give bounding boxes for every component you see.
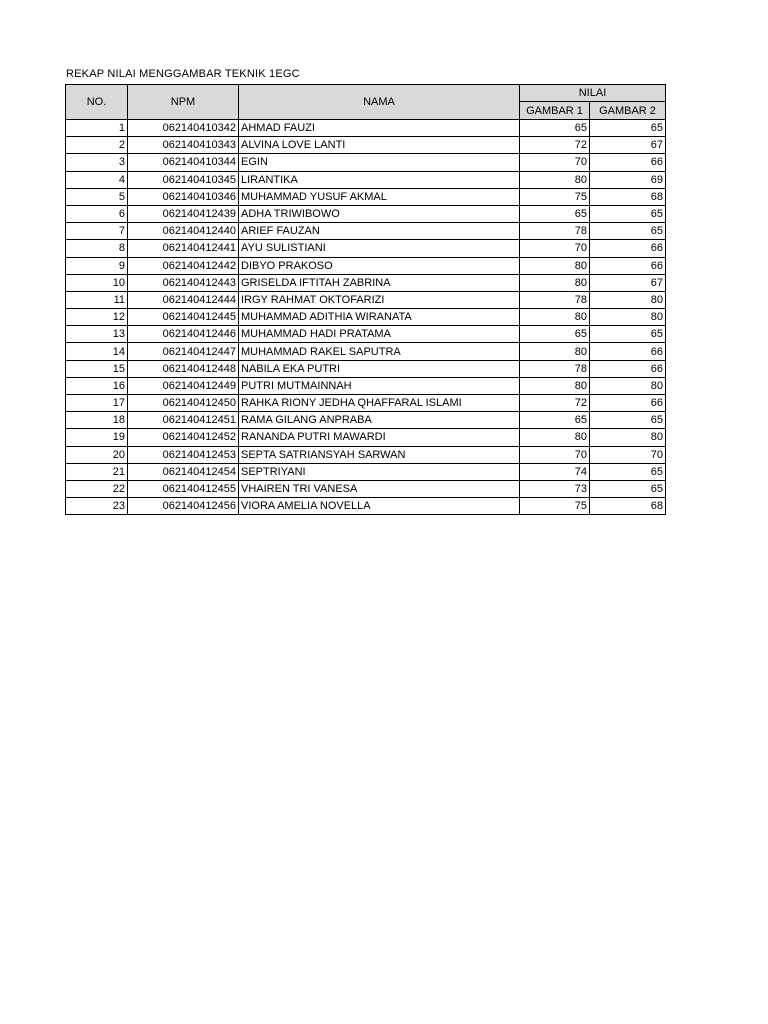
table-row [66,205,666,222]
cell-gambar-1: 74 [520,463,590,480]
cell-npm: 062140412441 [128,240,239,257]
cell-npm: 062140412448 [128,360,239,377]
table-row [66,480,666,497]
cell-gambar-2: 65 [590,480,666,497]
cell-no: 18 [66,412,128,429]
cell-nama: MUHAMMAD HADI PRATAMA [239,326,520,343]
cell-gambar-2: 80 [590,309,666,326]
cell-gambar-1: 72 [520,395,590,412]
cell-gambar-1: 80 [520,429,590,446]
table-row [66,137,666,154]
cell-gambar-2: 67 [590,137,666,154]
cell-npm: 062140410343 [128,137,239,154]
cell-gambar-1: 80 [520,171,590,188]
cell-no: 16 [66,377,128,394]
cell-gambar-2: 65 [590,223,666,240]
cell-gambar-1: 65 [520,120,590,137]
cell-gambar-1: 73 [520,480,590,497]
cell-nama: PUTRI MUTMAINNAH [239,377,520,394]
cell-npm: 062140412455 [128,480,239,497]
table-row [66,412,666,429]
cell-gambar-2: 69 [590,171,666,188]
cell-npm: 062140412445 [128,309,239,326]
table-row [66,291,666,308]
cell-gambar-1: 72 [520,137,590,154]
table-row [66,274,666,291]
cell-no: 8 [66,240,128,257]
cell-gambar-2: 66 [590,360,666,377]
cell-gambar-2: 66 [590,240,666,257]
cell-no: 7 [66,223,128,240]
cell-no: 6 [66,205,128,222]
cell-gambar-2: 67 [590,274,666,291]
table-header [66,85,666,120]
cell-gambar-2: 70 [590,446,666,463]
cell-gambar-1: 75 [520,188,590,205]
cell-no: 10 [66,274,128,291]
cell-gambar-2: 66 [590,154,666,171]
cell-nama: LIRANTIKA [239,171,520,188]
cell-no: 14 [66,343,128,360]
cell-gambar-2: 65 [590,205,666,222]
header-npm: NPM [128,85,239,120]
cell-nama: SEPTRIYANI [239,463,520,480]
cell-gambar-1: 70 [520,240,590,257]
cell-nama: IRGY RAHMAT OKTOFARIZI [239,291,520,308]
cell-no: 21 [66,463,128,480]
table-row [66,377,666,394]
cell-nama: EGIN [239,154,520,171]
table-row [66,343,666,360]
table-row [66,154,666,171]
cell-npm: 062140412446 [128,326,239,343]
table-row [66,360,666,377]
cell-nama: VHAIREN TRI VANESA [239,480,520,497]
cell-no: 3 [66,154,128,171]
cell-gambar-2: 65 [590,412,666,429]
table-row [66,188,666,205]
cell-npm: 062140412440 [128,223,239,240]
cell-npm: 062140412442 [128,257,239,274]
cell-nama: DIBYO PRAKOSO [239,257,520,274]
cell-npm: 062140412447 [128,343,239,360]
cell-no: 9 [66,257,128,274]
cell-nama: MUHAMMAD YUSUF AKMAL [239,188,520,205]
cell-nama: ALVINA LOVE LANTI [239,137,520,154]
cell-gambar-1: 65 [520,412,590,429]
cell-nama: MUHAMMAD RAKEL SAPUTRA [239,343,520,360]
cell-gambar-1: 80 [520,257,590,274]
cell-npm: 062140412454 [128,463,239,480]
cell-nama: ARIEF FAUZAN [239,223,520,240]
cell-no: 4 [66,171,128,188]
table-row [66,326,666,343]
cell-no: 11 [66,291,128,308]
cell-npm: 062140410346 [128,188,239,205]
cell-nama: MUHAMMAD ADITHIA WIRANATA [239,309,520,326]
cell-no: 22 [66,480,128,497]
cell-nama: SEPTA SATRIANSYAH SARWAN [239,446,520,463]
sheet-title: REKAP NILAI MENGGAMBAR TEKNIK 1EGC [66,68,300,80]
table-row [66,429,666,446]
cell-nama: RAHKA RIONY JEDHA QHAFFARAL ISLAMI [239,395,520,412]
cell-gambar-2: 80 [590,377,666,394]
table-row [66,171,666,188]
cell-npm: 062140410344 [128,154,239,171]
table-row [66,120,666,137]
cell-gambar-2: 68 [590,498,666,515]
cell-no: 17 [66,395,128,412]
cell-npm: 062140412456 [128,498,239,515]
cell-no: 5 [66,188,128,205]
table-body [66,120,666,515]
cell-gambar-2: 65 [590,326,666,343]
cell-no: 12 [66,309,128,326]
table-row [66,446,666,463]
cell-npm: 062140412451 [128,412,239,429]
cell-gambar-1: 70 [520,446,590,463]
cell-npm: 062140412452 [128,429,239,446]
header-nilai: NILAI [520,85,666,102]
cell-gambar-2: 66 [590,395,666,412]
cell-gambar-2: 80 [590,291,666,308]
table-row [66,257,666,274]
cell-gambar-1: 80 [520,274,590,291]
cell-nama: AYU SULISTIANI [239,240,520,257]
table-row [66,463,666,480]
cell-gambar-2: 66 [590,257,666,274]
cell-npm: 062140410342 [128,120,239,137]
cell-gambar-1: 65 [520,205,590,222]
cell-gambar-2: 65 [590,120,666,137]
cell-gambar-1: 80 [520,377,590,394]
cell-gambar-1: 78 [520,223,590,240]
cell-nama: RAMA GILANG ANPRABA [239,412,520,429]
cell-npm: 062140412449 [128,377,239,394]
cell-no: 15 [66,360,128,377]
cell-gambar-2: 66 [590,343,666,360]
cell-npm: 062140412450 [128,395,239,412]
cell-no: 20 [66,446,128,463]
cell-npm: 062140412444 [128,291,239,308]
cell-gambar-1: 70 [520,154,590,171]
cell-no: 1 [66,120,128,137]
cell-npm: 062140412439 [128,205,239,222]
cell-nama: RANANDA PUTRI MAWARDI [239,429,520,446]
cell-gambar-1: 80 [520,343,590,360]
cell-npm: 062140410345 [128,171,239,188]
cell-no: 19 [66,429,128,446]
cell-npm: 062140412453 [128,446,239,463]
cell-gambar-1: 78 [520,291,590,308]
cell-gambar-1: 75 [520,498,590,515]
grades-table [65,84,666,515]
header-nama: NAMA [239,85,520,120]
cell-gambar-2: 68 [590,188,666,205]
cell-nama: VIORA AMELIA NOVELLA [239,498,520,515]
cell-gambar-1: 80 [520,309,590,326]
cell-no: 13 [66,326,128,343]
cell-nama: NABILA EKA PUTRI [239,360,520,377]
header-gambar-2: GAMBAR 2 [590,102,666,120]
cell-nama: GRISELDA IFTITAH ZABRINA [239,274,520,291]
cell-gambar-1: 78 [520,360,590,377]
cell-nama: ADHA TRIWIBOWO [239,205,520,222]
cell-no: 23 [66,498,128,515]
header-no: NO. [66,85,128,120]
table-row [66,309,666,326]
table-row [66,240,666,257]
table-row [66,498,666,515]
cell-gambar-2: 65 [590,463,666,480]
cell-npm: 062140412443 [128,274,239,291]
cell-nama: AHMAD FAUZI [239,120,520,137]
cell-gambar-1: 65 [520,326,590,343]
table-row [66,395,666,412]
table-row [66,223,666,240]
cell-gambar-2: 80 [590,429,666,446]
cell-no: 2 [66,137,128,154]
header-gambar-1: GAMBAR 1 [520,102,590,120]
